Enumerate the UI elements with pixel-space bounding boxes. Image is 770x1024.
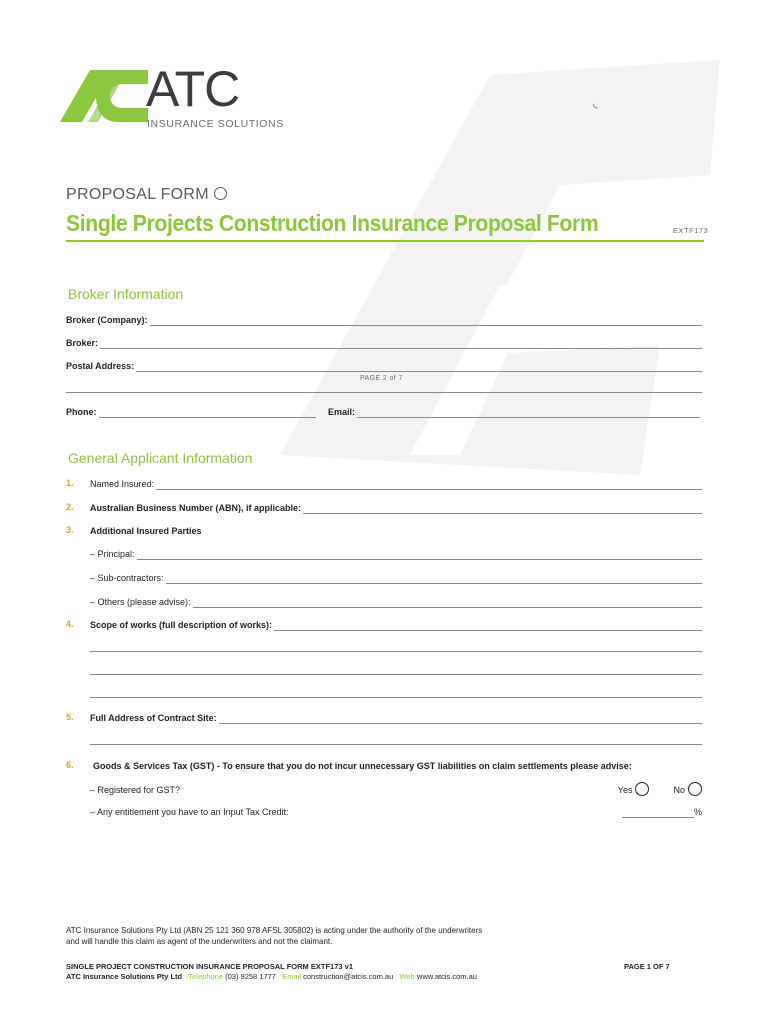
- email-label: Email:: [328, 407, 356, 417]
- arrow-circle-icon: [214, 187, 227, 200]
- broker-field[interactable]: [66, 337, 702, 349]
- broker-company-input[interactable]: [150, 317, 702, 326]
- subcontractors-label: – Sub-contractors:: [90, 573, 164, 583]
- disclaimer-line-1: ATC Insurance Solutions Pty Ltd (ABN 25 121 360 978 AFSL 305802) is acting under the authority of the underwriters: [66, 926, 483, 935]
- phone-input[interactable]: [99, 409, 317, 418]
- abn-field[interactable]: [90, 502, 702, 514]
- contract-site-input[interactable]: [219, 715, 702, 724]
- scope-line-3[interactable]: [90, 674, 702, 675]
- named-insured-input[interactable]: [156, 481, 702, 490]
- item-number: 3.: [66, 525, 74, 535]
- named-insured-label: Named Insured:: [90, 479, 155, 489]
- itc-input[interactable]: [622, 809, 694, 818]
- contract-site-field[interactable]: [90, 712, 702, 724]
- percent-label: %: [693, 807, 702, 817]
- subcontractors-input[interactable]: [166, 575, 702, 584]
- footer-web[interactable]: www.atcis.com.au: [416, 972, 477, 981]
- others-label: – Others (please advise):: [90, 597, 191, 607]
- item-number: 4.: [66, 619, 74, 629]
- item-number: 6.: [66, 760, 74, 770]
- yes-label: Yes: [617, 785, 633, 795]
- additional-parties-heading: [90, 525, 702, 537]
- form-code: EXTF173: [673, 226, 709, 235]
- disclaimer: [66, 925, 706, 947]
- broker-company-label: Broker (Company):: [66, 315, 148, 325]
- page-marker: PAGE 2 of 7: [360, 375, 403, 382]
- phone-label: Phone:: [66, 407, 97, 417]
- scope-input[interactable]: [274, 622, 702, 631]
- item-number: 5.: [66, 712, 74, 722]
- footer-email-label: Email: [282, 972, 302, 981]
- logo-wordmark: ATC: [146, 61, 240, 117]
- kicker-text: PROPOSAL FORM: [66, 186, 209, 203]
- footer-company: ATC Insurance Solutions Pty Ltd: [66, 972, 183, 981]
- item-number: 1.: [66, 478, 74, 488]
- footer-phone-label: Telephone: [188, 972, 224, 981]
- broker-company-field[interactable]: [66, 314, 702, 326]
- disclaimer-line-2: and will handle this claim as agent of the underwriters and not the claimant.: [66, 937, 333, 946]
- proposal-form-kicker: [66, 186, 227, 204]
- page-title: Single Projects Construction Insurance Proposal Form: [66, 210, 599, 236]
- postal-address-line-2[interactable]: [66, 392, 702, 393]
- input-tax-credit-row: [90, 806, 702, 818]
- broker-input[interactable]: [100, 340, 702, 349]
- logo-mark-icon: [60, 68, 150, 124]
- gst-label: Goods & Services Tax (GST) - To ensure that you do not incur unnecessary GST liabilities on claim settlements please advise:: [93, 761, 632, 771]
- scope-line-2[interactable]: [90, 651, 702, 652]
- footer-page-number: PAGE 1 OF 7: [624, 962, 670, 971]
- contract-site-label: Full Address of Contract Site:: [90, 713, 217, 723]
- others-field[interactable]: [90, 596, 702, 608]
- check-mark-icon: ◟: [593, 96, 598, 110]
- others-input[interactable]: [193, 599, 702, 608]
- principal-label: – Principal:: [90, 549, 135, 559]
- footer-contact: [66, 972, 477, 981]
- footer-phone: (03) 9258 1777: [225, 972, 276, 981]
- footer-email[interactable]: construction@atcis.com.au: [303, 972, 394, 981]
- postal-address-field[interactable]: [66, 360, 702, 372]
- abn-label: Australian Business Number (ABN), if applicable:: [90, 503, 302, 513]
- scope-line-4[interactable]: [90, 697, 702, 698]
- gst-question: [93, 760, 705, 772]
- scope-label: Scope of works (full description of works):: [90, 620, 273, 630]
- gst-registered-row: [90, 782, 702, 796]
- named-insured-field[interactable]: [90, 478, 702, 490]
- footer-web-label: Web: [399, 972, 415, 981]
- applicant-section-heading: General Applicant Information: [68, 450, 253, 466]
- email-field[interactable]: [328, 406, 700, 418]
- phone-field[interactable]: [66, 406, 316, 418]
- scope-field[interactable]: [90, 619, 702, 631]
- title-divider: [66, 240, 704, 242]
- subcontractors-field[interactable]: [90, 572, 702, 584]
- gst-no-radio[interactable]: [688, 782, 702, 796]
- contract-site-line-2[interactable]: [90, 744, 702, 745]
- email-input[interactable]: [357, 409, 700, 418]
- footer-form-title: SINGLE PROJECT CONSTRUCTION INSURANCE PROPOSAL FORM EXTF173 v1: [66, 962, 353, 971]
- gst-registered-label: – Registered for GST?: [90, 785, 181, 795]
- principal-input[interactable]: [137, 551, 702, 560]
- additional-parties-label: Additional Insured Parties: [90, 526, 202, 536]
- gst-yes-radio[interactable]: [635, 782, 649, 796]
- broker-label: Broker:: [66, 338, 99, 348]
- logo-subtitle: INSURANCE SOLUTIONS: [147, 118, 284, 130]
- abn-input[interactable]: [303, 505, 702, 514]
- broker-section-heading: Broker Information: [68, 286, 184, 302]
- no-label: No: [673, 785, 685, 795]
- item-number: 2.: [66, 502, 74, 512]
- postal-address-input[interactable]: [136, 363, 702, 372]
- itc-label: – Any entitlement you have to an Input Tax Credit:: [90, 807, 289, 817]
- postal-address-label: Postal Address:: [66, 361, 135, 371]
- principal-field[interactable]: [90, 548, 702, 560]
- company-logo: [60, 61, 284, 136]
